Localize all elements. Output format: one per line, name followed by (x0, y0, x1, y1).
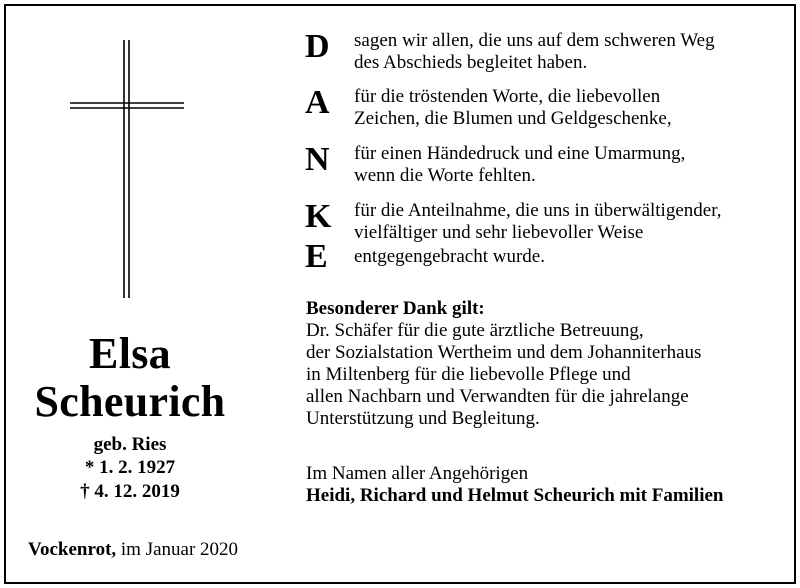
closing-line: Im Namen aller Angehörigen (306, 463, 529, 484)
danke-letter: N (305, 141, 330, 178)
deceased-last-name: Scheurich (34, 377, 226, 426)
death-date: † 4. 12. 2019 (80, 481, 180, 502)
place-name: Vockenrot, (28, 539, 117, 560)
signers: Heidi, Richard und Helmut Scheurich mit Familien (306, 485, 724, 506)
danke-text (354, 30, 715, 74)
danke-letter: E (305, 238, 328, 275)
closing-block (306, 463, 786, 507)
danke-line: des Abschieds begleitet haben. (354, 52, 588, 73)
special-thanks (306, 298, 786, 430)
deceased-first-name: Elsa (89, 329, 171, 378)
danke-letter: A (305, 84, 330, 121)
birth-date: * 1. 2. 1927 (84, 457, 176, 478)
maiden-name: geb. Ries (93, 434, 167, 455)
special-thanks-line: Dr. Schäfer für die gute ärztliche Betreuung, (306, 320, 644, 341)
special-thanks-line: der Sozialstation Wertheim und dem Johanniterhaus (306, 342, 702, 363)
special-thanks-line: Unterstützung und Begleitung. (306, 408, 540, 429)
danke-line: wenn die Worte fehlten. (354, 165, 536, 186)
danke-letter: K (305, 198, 332, 235)
danke-letter: D (305, 28, 330, 65)
danke-line: vielfältiger und sehr liebevoller Weise (354, 222, 644, 243)
danke-line: sagen wir allen, die uns auf dem schweren Weg (354, 30, 715, 51)
special-thanks-heading: Besonderer Dank gilt: (306, 298, 485, 319)
danke-text (354, 86, 672, 130)
danke-line: entgegengebracht wurde. (354, 246, 545, 267)
danke-line: für die Anteilnahme, die uns in überwältigender, (354, 200, 722, 221)
danke-text (354, 143, 685, 187)
danke-line: Zeichen, die Blumen und Geldgeschenke, (354, 108, 672, 129)
danke-text (354, 200, 722, 244)
deceased-name-block (14, 330, 246, 504)
place-and-date (28, 539, 238, 561)
date-text: im Januar 2020 (116, 539, 239, 560)
special-thanks-line: in Miltenberg für die liebevolle Pflege und (306, 364, 631, 385)
danke-text (354, 246, 545, 268)
special-thanks-line: allen Nachbarn und Verwandten für die jahrelange (306, 386, 689, 407)
danke-line: für die tröstenden Worte, die liebevollen (354, 86, 661, 107)
danke-line: für einen Händedruck und eine Umarmung, (354, 143, 686, 164)
